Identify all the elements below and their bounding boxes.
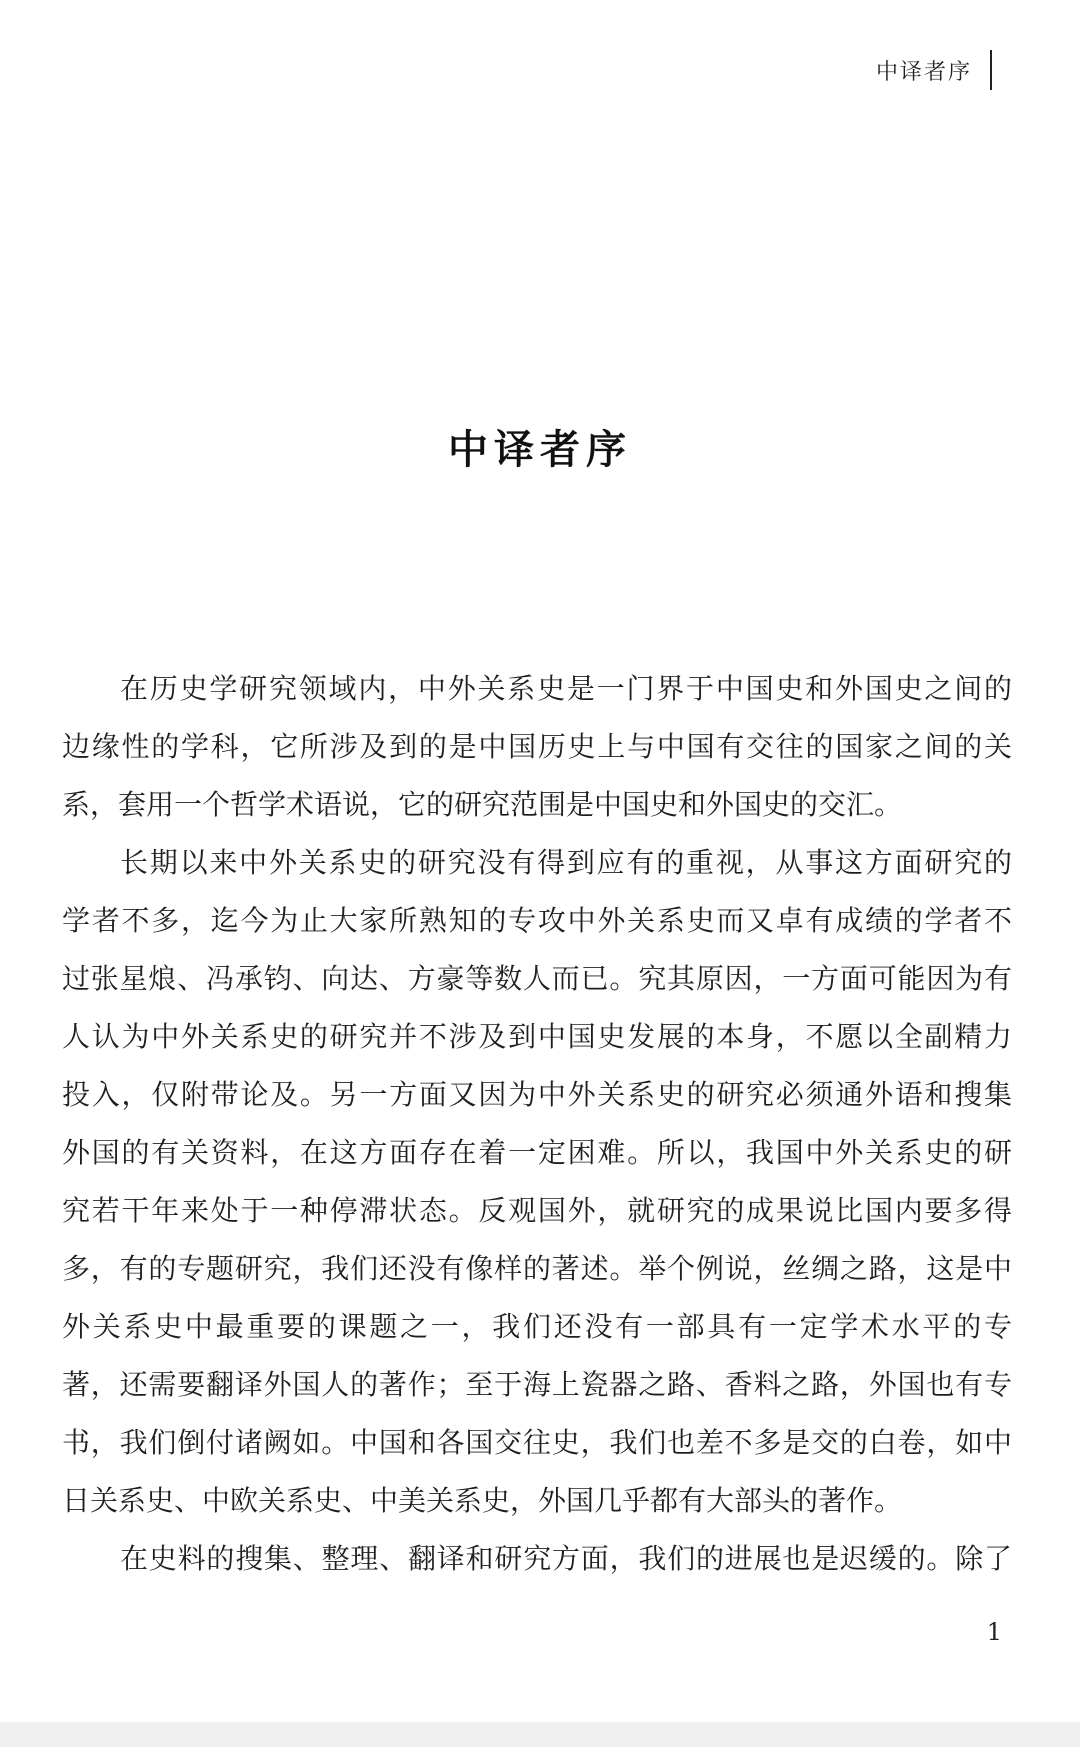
text-line: 书，我们倒付诸阙如。中国和各国交往史，我们也差不多是交的白卷，如中 [62, 1426, 1012, 1459]
running-head-rule [990, 50, 992, 90]
text-line: 人认为中外关系史的研究并不涉及到中国史发展的本身，不愿以全副精力 [62, 1020, 1012, 1053]
page-number: 1 [986, 1618, 1002, 1646]
body-text [62, 660, 1012, 1588]
text-line: 边缘性的学科，它所涉及到的是中国历史上与中国有交往的国家之间的关 [62, 730, 1012, 763]
text-line: 系，套用一个哲学术语说，它的研究范围是中国史和外国史的交汇。 [62, 788, 903, 821]
text-line: 学者不多，迄今为止大家所熟知的专攻中外关系史而又卓有成绩的学者不 [62, 904, 1012, 937]
paragraph [62, 834, 1012, 1530]
text-line: 著，还需要翻译外国人的著作；至于海上瓷器之路、香料之路，外国也有专 [62, 1368, 1012, 1401]
text-line: 究若干年来处于一种停滞状态。反观国外，就研究的成果说比国内要多得 [62, 1194, 1012, 1227]
text-line: 投入，仅附带论及。另一方面又因为中外关系史的研究必须通外语和搜集 [62, 1078, 1012, 1111]
text-line: 在史料的搜集、整理、翻译和研究方面，我们的进展也是迟缓的。除了 [120, 1542, 1012, 1575]
text-line: 外关系史中最重要的课题之一，我们还没有一部具有一定学术水平的专 [62, 1310, 1012, 1343]
text-line: 外国的有关资料，在这方面存在着一定困难。所以，我国中外关系史的研 [62, 1136, 1012, 1169]
paragraph [62, 660, 1012, 834]
running-head [876, 50, 992, 90]
chapter-title: 中译者序 [448, 427, 632, 473]
text-line: 日关系史、中欧关系史、中美关系史，外国几乎都有大部头的著作。 [62, 1484, 903, 1517]
text-line: 长期以来中外关系史的研究没有得到应有的重视，从事这方面研究的 [120, 846, 1012, 879]
paragraph [62, 1530, 1012, 1588]
running-head-title: 中译者序 [875, 59, 972, 85]
text-line: 过张星烺、冯承钧、向达、方豪等数人而已。究其原因，一方面可能因为有 [62, 962, 1012, 995]
text-line: 多，有的专题研究，我们还没有像样的著述。举个例说，丝绸之路，这是中 [62, 1252, 1012, 1285]
text-line: 在历史学研究领域内，中外关系史是一门界于中国史和外国史之间的 [120, 672, 1012, 705]
bottom-strip [0, 1722, 1080, 1747]
